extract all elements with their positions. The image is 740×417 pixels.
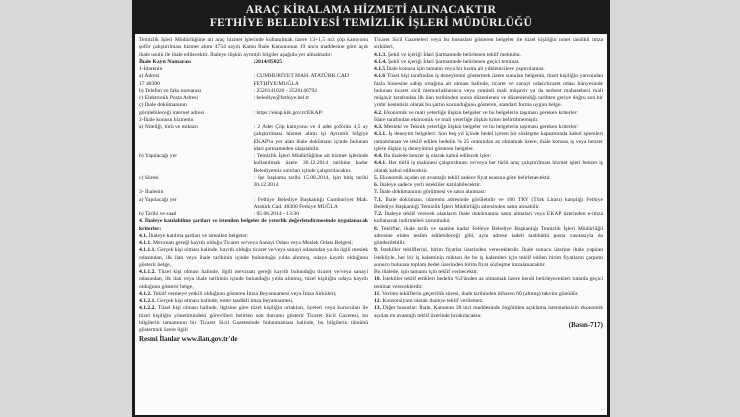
paragraph: 4.1.6 Tüzel kişi tarafından iş deneyimini göstermek üzere sunulan belgenin, tüzel kişiliğin yarısından fazla hissesine sahip ortağına ait olması halinde, ticaret ve sanayi odası/ticaret odası bünyesinde bulunan ticaret sicil memurluklarınca veya yeminli mali müşavir ya da serbest muhasebeci mali müşavir tarafından ilk ilan tarihinden sonra düzenlenen ve düzenlendiği tarihten geriye doğru son bir yıldır kesintisiz olarak bu şartın korunduğunu gösteren, standart forma uygun belge. xyxy=(374,73,603,109)
paragraph: 7.2. İhaleye teklif verecek olanların ihale dokümanını satın almaları veya EKAP üzerinden e-imza kullanarak indirmeleri zorunludur. xyxy=(374,211,603,225)
info-row xyxy=(139,73,368,80)
paragraph: İdare tarafından ekonomik ve mali yeterliğe ilişkin kriter belirtilmemiştir. xyxy=(374,116,539,123)
info-value: : https://ekap.kik.gov.tr/EKAP/ xyxy=(253,109,324,116)
info-label: c) Elektronik Posta Adresi xyxy=(139,95,198,101)
info-value: : 2526141020 - 2526146792 xyxy=(253,87,318,94)
paragraph: 8. Teklifler, ihale tarih ve saatine kadar Fethiye Belediye Başkanlığı Temizlik İşleri Müdürlüğü adresine elden teslim edilebileceği gibi, aynı adrese iadeli taahhütlü posta vasıtasıyla da gönderilebilir. xyxy=(374,225,603,246)
info-value: : CUMHURİYET MAH. ATATÜRK CAD xyxy=(253,73,349,80)
ad-header xyxy=(132,0,610,34)
info-value: : 2 Adet Çöp kamyonu ve 4 adet şoförün 4,5 ay çalıştırılması hizmet alımı işi Ayrıntılı bilgiye EKAP'ta yer alan ihale dokümanı içinde bulunan idari şartnameden ulaşılabilir. xyxy=(253,124,368,152)
info-label: 2-İhale konusu hizmetin xyxy=(139,116,194,123)
intro-text: Temizlik İşleri Müdürlüğüne ait araç hizmet işlerinde kullanılmak üzere 13+1,5 m3 çöp kamyonu şoför çalıştırılması hizmet alımı 4734 sayılı Kamu İhale Kanununun 19 uncu maddesine göre açık ihale usulü ile ihale edilecektir. İhaleye ilişkin ayrıntılı bilgiler aşağıda yer almaktadır: xyxy=(139,37,368,58)
info-label: a) Niteliği, türü ve miktarı xyxy=(139,124,198,130)
info-label: 17 48300 xyxy=(139,80,160,87)
info-value: : Temizlik İşleri Müdürlüğüne ait hizmet işlerinde kullanılmak üzere 30.12.2014 tarihine kadar Belediyemiz sınırları içinde çalıştırılacaktır. xyxy=(253,153,368,174)
info-value xyxy=(254,117,369,124)
paragraph: 6. İhaleye sadece yerli istekliler katılabilecektir. xyxy=(374,182,482,188)
paragraph: 4.1.4. Şekli ve içeriği İdari Şartnamede belirlenen geçici teminat. xyxy=(374,58,520,65)
paragraph: 12. Konsorsiyum olarak ihaleye teklif verilemez. xyxy=(374,298,484,304)
info-label: ç) İhale dokümanının xyxy=(139,102,187,109)
info-row xyxy=(139,197,368,212)
newspaper-ad xyxy=(132,0,610,417)
info-value xyxy=(254,102,369,109)
paragraph: 4.1.2. Teklif vermeye yetkili olduğunu gösteren İmza Beyannamesi veya İmza Sirküleri; xyxy=(139,290,337,297)
kayit-label: İhale Kayıt Numarası xyxy=(139,58,191,65)
info-label: b) Tarihi ve saati xyxy=(139,211,177,217)
info-label: b) Telefon ve faks numarası xyxy=(139,87,202,94)
info-label: 1-İdarenin xyxy=(139,66,163,72)
paragraph: 4.3. Mesleki ve Teknik yeterliğe ilişkin belgeler ve bu belgelerin taşıması gereken kriterler: xyxy=(374,124,579,130)
kayit-row xyxy=(139,59,368,66)
paragraph: 4.1.1.2. Tüzel kişi olması halinde, ilgili mevzuatı gereği kayıtlı bulunduğu ticaret ve/veya sanayi odasından, ilk ilan veya ihale tarihinin içinde bulunduğu yılda alınmış, tüzel kişiliğin odaya kayıtlı olduğunu gösterir belge, xyxy=(139,269,368,290)
paragraph: 4.2. Ekonomik ve mali yeterliğe ilişkin belgeler ve bu belgelerin taşıması gereken kriterler: xyxy=(374,109,579,116)
paragraph: Ticaret Sicil Gazeteleri veya bu hususları gösteren belgeler ile tüzel kişiliğin noter tasdikli imza sirküleri, xyxy=(374,37,603,51)
paragraph: 4.4. Bu ihalede benzer iş olarak kabul edilecek işler: xyxy=(374,153,492,159)
info-label: a) Adresi xyxy=(139,73,160,80)
info-row xyxy=(139,110,368,117)
paragraph: 4.3.1. İş deneyim belgeleri: Son beş yıl içinde bedel içeren bir sözleşme kapsamında kabul işlemleri tamamlanan ve teklif edilen bedelin % 25 oranından az olmamak üzere, ihale konusu iş veya benzer işlere ilişkin iş deneyimini gösteren belgeler. xyxy=(374,131,603,152)
paragraph: Bu ihalede, işin tamamı için teklif verilecektir. xyxy=(374,269,479,275)
paragraph: 4.1.1. Mevzuatı gereği kayıtlı olduğu Ticaret ve/veya Sanayi Odası veya Meslek Odası Belgesi; xyxy=(139,240,353,246)
paragraph: 10. İstekliler teklif ettikleri bedelin %3'ünden az olmamak üzere kendi belirleyecekleri tutarda geçici teminat vereceklerdir. xyxy=(374,276,603,290)
paragraph: 4.1.1.1. Gerçek kişi olması halinde, kayıtlı olduğu ticaret ve/veya sanayi odasından ya da ilgili meslek odasından, ilk ilan veya ihale tarihinin içinde bulunduğu yılda alınmış, odaya kayıtlı olduğunu gösterir belge, xyxy=(139,247,368,268)
info-value: : 05.08.2014 - 13:30 xyxy=(253,211,300,217)
ad-body xyxy=(135,34,607,415)
right-column xyxy=(374,37,603,413)
background xyxy=(0,0,132,417)
paragraph: 4. İhaleye katılabilme şartları ve istenilen belgeler ile yeterlik değerlendirmesinde uygulanacak kriterler: xyxy=(139,218,368,232)
info-row xyxy=(139,88,368,95)
info-value: : belediye@fethiye.bel.tr xyxy=(253,95,310,101)
paragraph: 11. Verilen tekliflerin geçerlilik süresi, ihale tarihinden itibaren 60 (altmış) takvim günüdür. xyxy=(374,290,579,297)
info-row xyxy=(139,175,368,190)
paragraph: 4.4.1. Her türlü iş makinesi çalıştırılması ve/veya her türlü araç çalıştırılması hizmet işleri benzer iş olarak kabul edilecektir. xyxy=(374,160,603,174)
info-row xyxy=(139,153,368,175)
ad-subtitle: FETHİYE BELEDİYESİ TEMİZLİK İŞLERİ MÜDÜRLÜĞÜ xyxy=(209,17,533,29)
info-row xyxy=(139,189,368,196)
ad-title: ARAÇ KİRALAMA HİZMETİ ALINACAKTIR xyxy=(245,4,497,16)
info-row xyxy=(139,81,368,88)
info-value: : Fethiye Belediye Başkanlığı Cumhuriyet Mah. Atatürk Cad. 48300 Fethiye MUĞLA xyxy=(253,196,368,210)
paragraph: 4.1.3. Şekli ve içeriği İdari Şartnamede belirlenen teklif mektubu. xyxy=(374,51,521,58)
footer-link[interactable]: Resmi İlanlar www.ilan.gov.tr'de xyxy=(139,335,238,344)
paragraph: 9. İstekliler tekliflerini, birim fiyatlar üzerinden vereceklerdir. İhale sonucu üzerine ihale yapılan istekliyle, her bir iş kaleminin miktarı ile bu iş kalemleri için teklif edilen birim fiyatların çarpımı sonucu bulunan toplam bedel üzerinden birim fiyat sözleşme imzalanacaktır. xyxy=(374,247,603,268)
info-label: a) Yapılacağı yer xyxy=(139,196,177,203)
kayit-value: :2014/85025 xyxy=(253,58,283,65)
left-column xyxy=(139,37,368,413)
info-value: : İşe başlama tarihi 15.08.2014, işin bitiş tarihi 30.12.2014 xyxy=(253,174,368,188)
info-label: c) Süresi xyxy=(139,174,159,181)
paragraph: 7.1. İhale dokümanı, idarenin adresinde görülebilir ve 100 TRY (Türk Lirası) karşılığı Fethiye Belediye Başkanlığı Temizlik İşleri Müdürlüğü adresinden satın alınabilir. xyxy=(374,196,603,210)
paragraph: 7. İhale dokümanının görülmesi ve satın alınması: xyxy=(374,189,487,196)
paragraph: 4.1.2.2. Tüzel kişi olması halinde, ilgisine göre tüzel kişiliğin ortakları, üyeleri veya kurucuları ile tüzel kişiliğin yönetimindeki görevlileri belirten son durumu gösterir Ticaret Sicil Gazetesi, bu bilgilerin tamamının bir Ticaret Sicil Gazetesinde bulunmaması halinde, bu bilgilerin tümünü göstermek üzere ilgili xyxy=(139,305,368,333)
info-label: b) Yapılacağı yer xyxy=(139,153,178,159)
info-label: görülebileceği internet adresi xyxy=(139,109,205,116)
info-value: FETHİYE/MUĞLA xyxy=(253,80,299,87)
paragraph: 4.1.5 İhale konusu işin tamamı veya bir kısmı alt yüklenicilere yaptırılamaz. xyxy=(374,66,545,72)
info-value xyxy=(254,189,369,196)
paragraph: 5. Ekonomik açıdan en avantajlı teklif sadece fiyat esasına göre belirlenecektir. xyxy=(374,174,552,181)
ilan-number: (Basın-717) xyxy=(568,320,603,329)
info-row xyxy=(139,102,368,109)
info-row xyxy=(139,124,368,153)
info-row xyxy=(139,117,368,124)
paragraph: 13. Diğer hususlar: İhale, Kanunun 38 inci maddesinde öngörülen açıklama istenmeksizin ekonomik açıdan en avantajlı teklif üzerinde bırakılacaktır. xyxy=(374,305,603,319)
paragraph: 4.1.2.1. Gerçek kişi olması halinde, noter tasdikli imza beyannamesi, xyxy=(139,298,294,304)
paragraph: 4.1. İhaleye katılma şartları ve istenilen belgeler: xyxy=(139,232,249,239)
info-label: 3- İhalenin xyxy=(139,189,164,196)
